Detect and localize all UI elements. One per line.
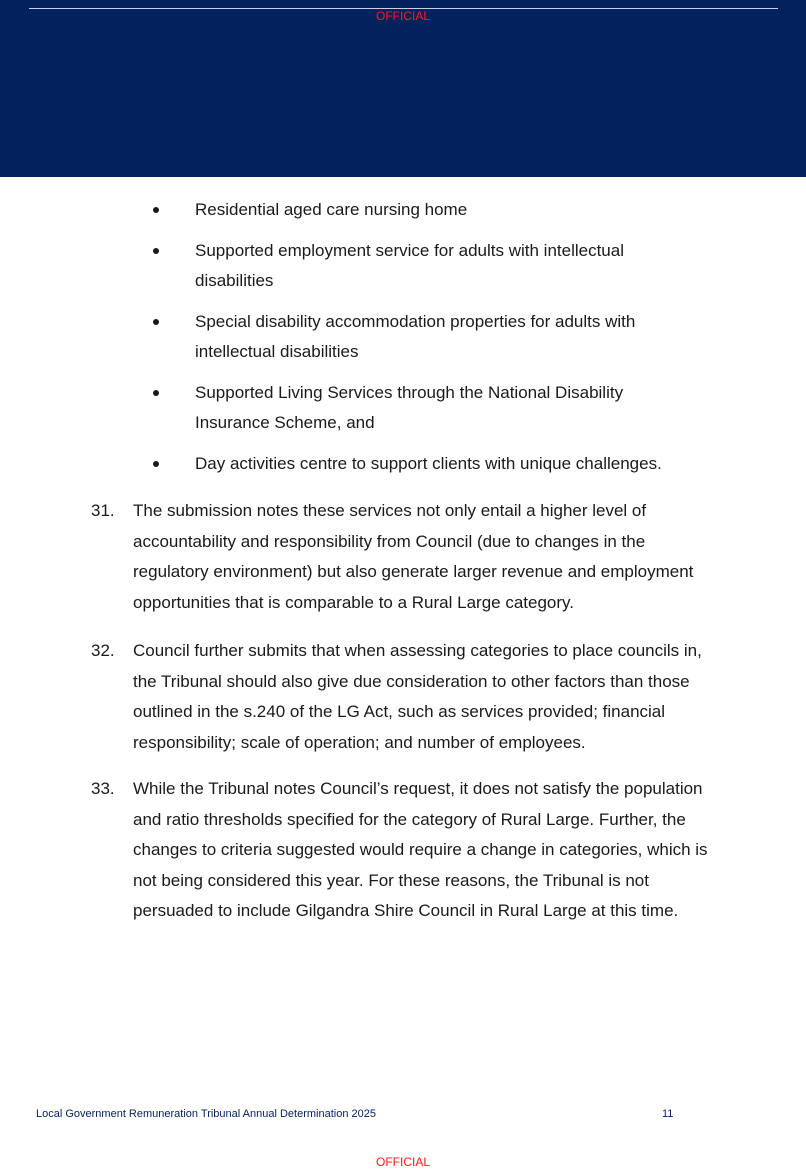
bullet-item [0,378,665,439]
paragraph-number: 31. [91,501,115,520]
paragraph-text: Council further submits that when assessing categories to place councils in, the Tribunal should also give due consideration to other factors than those outlined in the s.240 of the LG Act, such as services provided; financial responsibility; scale of operation; and number of employees. [133,641,702,752]
header-band [0,0,806,177]
bullet-icon [153,461,159,467]
bullet-icon [153,390,159,396]
paragraph-text: While the Tribunal notes Council’s request, it does not satisfy the population and ratio thresholds specified for the category of Rural Large. Further, the changes to criteria suggested would require a change in categories, which is not being considered this year. For these reasons, the Tribunal is not persuaded to include Gilgandra Shire Council in Rural Large at this time. [133,779,708,920]
bullet-item [0,195,665,226]
bullet-text: Residential aged care nursing home [195,200,468,219]
paragraph-text: The submission notes these services not only entail a higher level of accountability and responsibility from Council (due to changes in the regulatory environment) but also generate larger revenue and employment opportunities that is comparable to a Rural Large category. [133,501,694,612]
bullet-text: Supported employment service for adults with intellectual disabilities [195,240,624,290]
bullet-text: Supported Living Services through the National Disability Insurance Scheme, and [195,382,624,432]
footer-page-number: 11 [662,1108,674,1120]
paragraph-number: 33. [91,779,115,798]
bullet-icon [153,207,159,213]
bullet-item [0,236,665,297]
services-bullet-list [0,195,806,489]
classification-marking-bottom: OFFICIAL [375,1155,430,1169]
classification-marking-top: OFFICIAL [375,9,430,23]
footer-document-title: Local Government Remuneration Tribunal Annual Determination 2025 [36,1108,376,1120]
bullet-text: Special disability accommodation properties for adults with intellectual disabilities [195,311,636,361]
paragraph-number: 32. [91,641,115,660]
bullet-icon [153,248,159,254]
bullet-icon [153,319,159,325]
bullet-item [0,307,665,368]
bullet-item [0,449,665,480]
bullet-text: Day activities centre to support clients with unique challenges. [195,453,662,473]
